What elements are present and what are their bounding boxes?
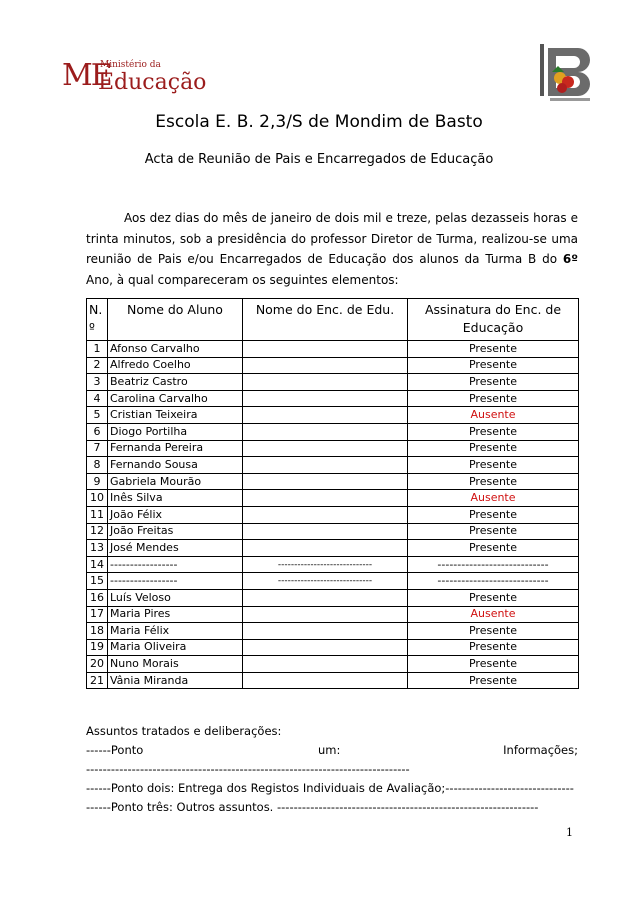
guardian-name [243,639,408,656]
student-name: Gabriela Mourão [108,473,243,490]
row-number: 9 [87,473,108,490]
guardian-name [243,540,408,557]
student-name: Diogo Portilha [108,423,243,440]
guardian-name [243,423,408,440]
signature-status: Presente [408,639,579,656]
intro-paragraph [86,208,578,290]
row-number: 18 [87,623,108,640]
table-row [87,457,579,474]
signature-status: Ausente [408,490,579,507]
table-header-row [87,299,579,341]
guardian-name [243,341,408,358]
table-row [87,573,579,590]
table-row [87,341,579,358]
header-nome-enc: Nome do Enc. de Edu. [243,299,408,341]
signature-status: Presente [408,523,579,540]
table-row [87,589,579,606]
row-number: 4 [87,390,108,407]
table-row [87,623,579,640]
signature-status: Presente [408,374,579,391]
student-name: Afonso Carvalho [108,341,243,358]
guardian-name [243,589,408,606]
table-row [87,490,579,507]
signature-status: Presente [408,341,579,358]
table-row [87,440,579,457]
guardian-name [243,623,408,640]
signature-status: Presente [408,623,579,640]
signature-status: Presente [408,440,579,457]
row-number: 5 [87,407,108,424]
signature-status: Presente [408,357,579,374]
guardian-name [243,390,408,407]
signature-status: Presente [408,473,579,490]
row-number: 7 [87,440,108,457]
table-row [87,473,579,490]
intro-text-b: Ano, à qual compareceram os seguintes elementos: [86,272,399,287]
row-number: 20 [87,656,108,673]
signature-status: Presente [408,423,579,440]
guardian-name [243,606,408,623]
student-name: Vânia Miranda [108,672,243,689]
signature-status: ---------------------------- [408,573,579,590]
student-name: Fernanda Pereira [108,440,243,457]
guardian-name [243,440,408,457]
row-number: 6 [87,423,108,440]
signature-status: Presente [408,506,579,523]
row-number: 8 [87,457,108,474]
ministerio-educacao-logo [62,54,207,98]
signature-status: Presente [408,457,579,474]
table-row [87,407,579,424]
guardian-name: ----------------------------- [243,573,408,590]
student-name: Beatriz Castro [108,374,243,391]
table-row [87,540,579,557]
header-assinatura: Assinatura do Enc. de Educação [408,299,579,341]
ponto-um-topic: Informações; [503,743,578,757]
row-number: 16 [87,589,108,606]
table-row [87,423,579,440]
row-number: 1 [87,341,108,358]
student-name: João Félix [108,506,243,523]
dash-line: ------------------------------------------------------------------------------ [86,762,410,776]
signature-status: Presente [408,540,579,557]
table-row [87,523,579,540]
guardian-name [243,407,408,424]
student-name: Fernando Sousa [108,457,243,474]
guardian-name [243,490,408,507]
guardian-name [243,374,408,391]
signature-status: Presente [408,589,579,606]
logo-mark: ME [62,58,111,93]
row-number: 3 [87,374,108,391]
logo-small-text: Ministério da [100,60,161,70]
student-name: Maria Oliveira [108,639,243,656]
logo-big-text: Educação [98,70,207,95]
signature-status: ---------------------------- [408,556,579,573]
assuntos-section [86,722,578,817]
guardian-name [243,457,408,474]
student-name: Luís Veloso [108,589,243,606]
row-number: 19 [87,639,108,656]
student-name: Cristian Teixeira [108,407,243,424]
row-number: 17 [87,606,108,623]
page-number: 1 [566,826,573,839]
intro-text-a: Aos dez dias do mês de janeiro de dois mil e treze, pelas dezasseis horas e trinta minutos, sob a presidência do professor Diretor de Turma, realizou-se uma reunião de Pais e/ou Encarregados de Educação dos alunos da Turma B do [86,211,578,266]
student-name: ----------------- [108,556,243,573]
row-number: 12 [87,523,108,540]
student-name: Inês Silva [108,490,243,507]
student-name: Nuno Morais [108,656,243,673]
table-row [87,374,579,391]
ponto-um-number: um: [318,743,341,757]
guardian-name [243,672,408,689]
row-number: 21 [87,672,108,689]
student-name: Carolina Carvalho [108,390,243,407]
table-row [87,639,579,656]
table-row [87,390,579,407]
ponto-um-line [86,741,578,760]
table-row [87,606,579,623]
ponto-tres-line: ------Ponto três: Outros assuntos. --------------------------------------------------------------- [86,800,539,814]
attendance-table-body [87,341,579,689]
page-title: Escola E. B. 2,3/S de Mondim de Basto [155,112,483,132]
guardian-name: ----------------------------- [243,556,408,573]
guardian-name [243,506,408,523]
student-name: ----------------- [108,573,243,590]
intro-bold-year: 6º [562,252,578,266]
table-row [87,506,579,523]
student-name: João Freitas [108,523,243,540]
guardian-name [243,357,408,374]
signature-status: Presente [408,656,579,673]
row-number: 14 [87,556,108,573]
guardian-name [243,523,408,540]
page-subtitle: Acta de Reunião de Pais e Encarregados de Educação [144,152,494,167]
row-number: 2 [87,357,108,374]
table-row [87,556,579,573]
signature-status: Presente [408,390,579,407]
attendance-table [86,298,579,689]
ponto-dois-line: ------Ponto dois: Entrega dos Registos Individuais de Avaliação;------------------------------- [86,781,574,795]
header-numero: N. º [87,299,108,341]
guardian-name [243,656,408,673]
table-row [87,656,579,673]
table-row [87,672,579,689]
signature-status: Presente [408,672,579,689]
header-nome-aluno: Nome do Aluno [108,299,243,341]
student-name: José Mendes [108,540,243,557]
school-logo-icon [538,42,598,104]
assuntos-heading: Assuntos tratados e deliberações: [86,724,282,738]
row-number: 15 [87,573,108,590]
student-name: Maria Félix [108,623,243,640]
ponto-um-label: ------Ponto [86,743,144,757]
row-number: 11 [87,506,108,523]
row-number: 13 [87,540,108,557]
row-number: 10 [87,490,108,507]
signature-status: Ausente [408,606,579,623]
guardian-name [243,473,408,490]
signature-status: Ausente [408,407,579,424]
table-row [87,357,579,374]
student-name: Alfredo Coelho [108,357,243,374]
student-name: Maria Pires [108,606,243,623]
